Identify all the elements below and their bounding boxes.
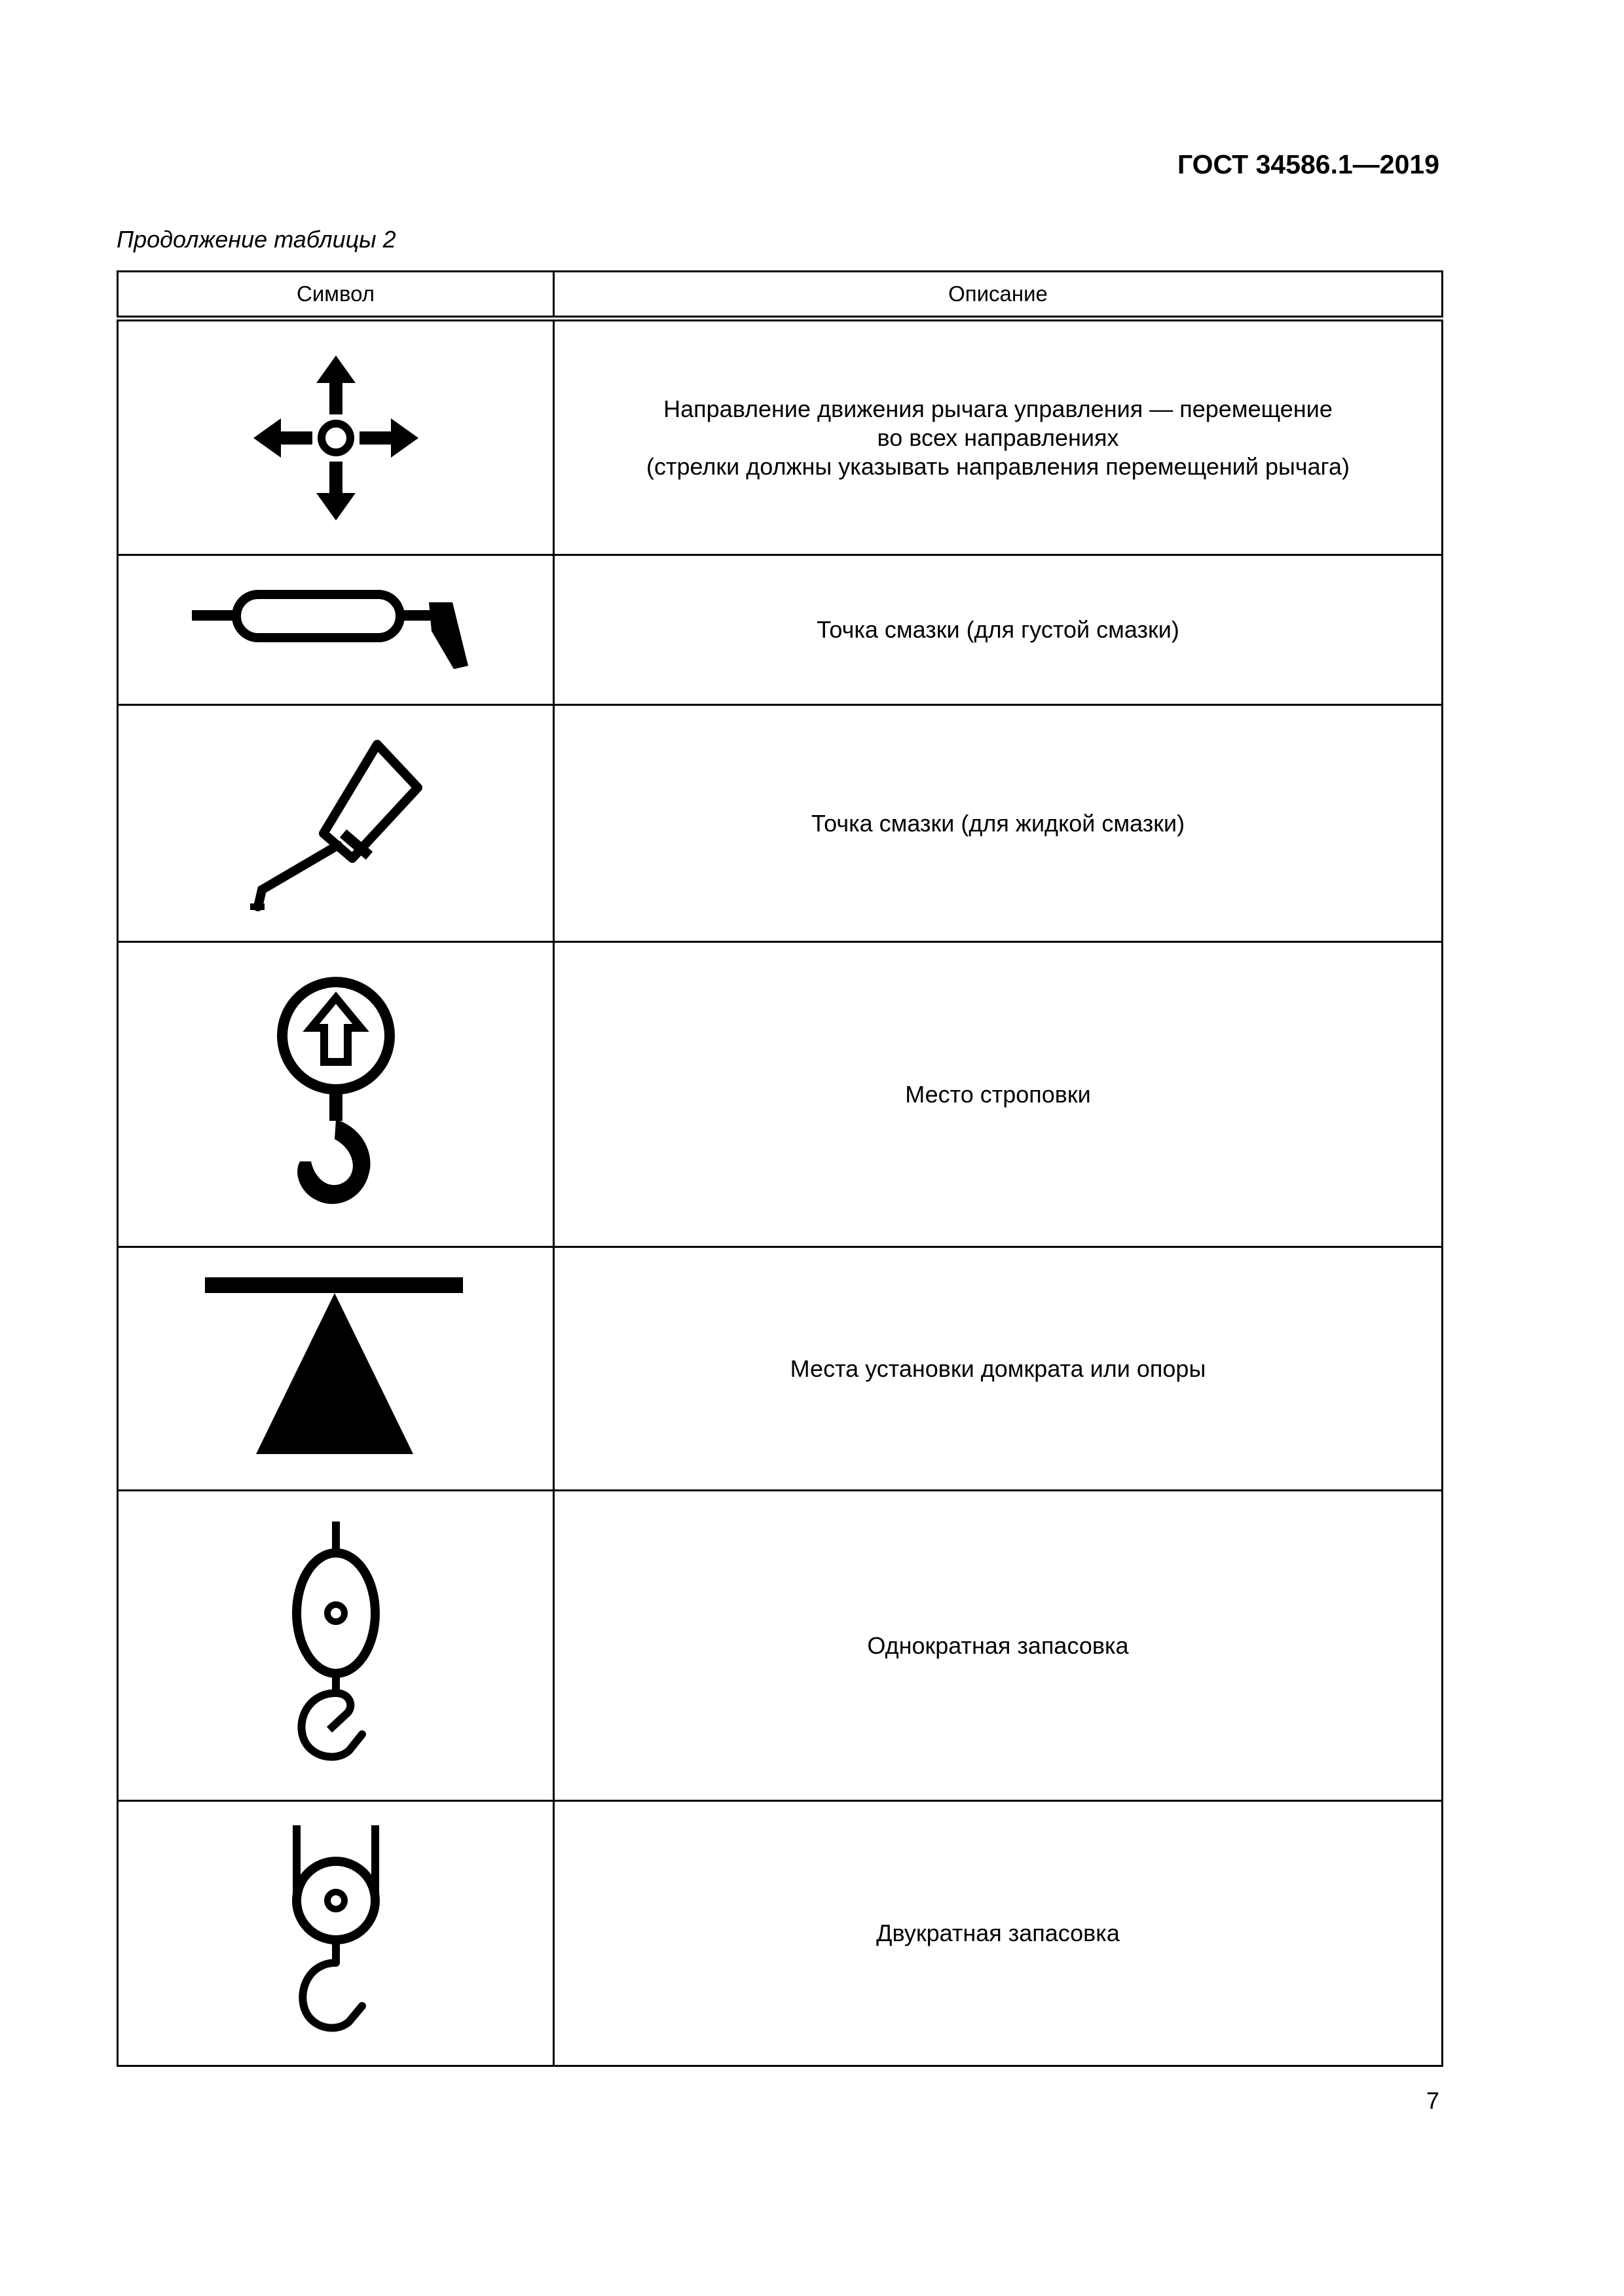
symbol-cell [118, 942, 554, 1247]
column-header-symbol: Символ [118, 272, 554, 319]
description-cell: Однократная запасовка [554, 1491, 1443, 1801]
symbols-table [117, 270, 1443, 2067]
double-reeving-icon [284, 1825, 388, 2041]
table-row [118, 1491, 1443, 1801]
control-lever-all-directions-icon [244, 350, 428, 526]
single-reeving-icon [284, 1522, 388, 1770]
table-header-row [118, 272, 1443, 319]
table-row [118, 1247, 1443, 1491]
symbol-cell [118, 705, 554, 942]
jack-support-icon [205, 1277, 467, 1461]
description-cell: Направление движения рычага управления — перемещение во всех направлениях (стрелки должны указывать направления перемещений рычага) [554, 319, 1443, 555]
grease-point-icon [192, 584, 480, 676]
table-row [118, 319, 1443, 555]
description-cell: Места установки домкрата или опоры [554, 1247, 1443, 1491]
slinging-point-icon [264, 970, 408, 1219]
symbol-cell [118, 555, 554, 705]
description-cell: Точка смазки (для густой смазки) [554, 555, 1443, 705]
description-cell: Точка смазки (для жидкой смазки) [554, 705, 1443, 942]
description-cell: Место строповки [554, 942, 1443, 1247]
symbol-cell [118, 319, 554, 555]
column-header-description: Описание [554, 272, 1443, 319]
page-number: 7 [1426, 2087, 1439, 2114]
table-row [118, 705, 1443, 942]
oil-point-icon [248, 735, 424, 912]
document-code: ГОСТ 34586.1—2019 [1177, 149, 1439, 179]
symbol-cell [118, 1801, 554, 2066]
table-caption: Продолжение таблицы 2 [117, 226, 396, 253]
table-row [118, 555, 1443, 705]
symbol-cell [118, 1247, 554, 1491]
table-row [118, 942, 1443, 1247]
description-cell: Двукратная запасовка [554, 1801, 1443, 2066]
symbol-cell [118, 1491, 554, 1801]
table-row [118, 1801, 1443, 2066]
